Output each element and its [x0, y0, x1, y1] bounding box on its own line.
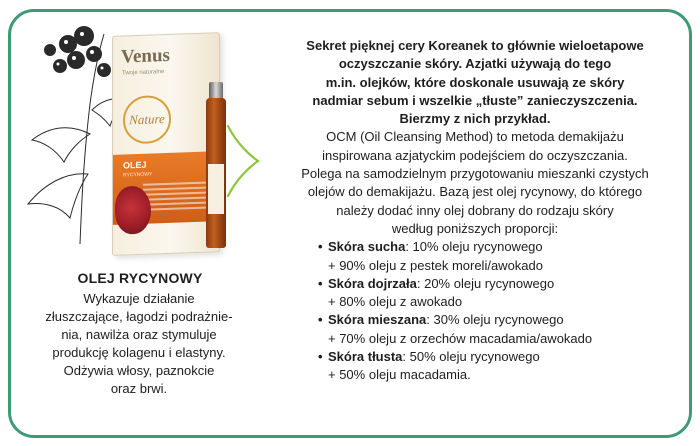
body-line: OCM (Oil Cleansing Method) to metoda demakijażu — [326, 129, 624, 145]
skin-type-label: Skóra mieszana — [328, 312, 427, 328]
ratio-text: + 50% oleju macadamia. — [328, 367, 471, 383]
ratio-text: : 50% oleju rycynowego — [402, 349, 540, 365]
ratio-text: : 30% oleju rycynowego — [426, 312, 564, 328]
intro-line: oczyszczanie skóry. Azjatki używają do tego — [338, 56, 612, 72]
description-line: nia, nawilża oraz stymuluje — [61, 327, 217, 342]
bullet-icon: • — [318, 275, 323, 291]
bullet-icon: • — [318, 349, 323, 365]
list-item — [318, 311, 680, 329]
list-item-continuation — [318, 330, 680, 348]
box-label-subtitle: RYCYNOWY — [123, 171, 153, 179]
intro-line: Bierzmy z nich przykład. — [399, 111, 551, 127]
bottle-label — [208, 164, 224, 214]
ratio-text: + 70% oleju z orzechów macadamia/awokado — [328, 330, 593, 346]
description-line: Odżywia włosy, paznokcie — [63, 363, 215, 378]
list-item-continuation — [318, 366, 680, 384]
intro-line: nadmiar sebum i wszelkie „tłuste” zanieczyszczenia. — [312, 92, 638, 108]
body-line: należy dodać inny olej dobrany do rodzaju skóry — [336, 202, 614, 218]
description-line: Wykazuje działanie — [83, 291, 195, 306]
box-brand-text: Venus — [121, 44, 170, 68]
body-line: według poniższych proporcji: — [391, 220, 559, 236]
ratio-text: + 90% oleju z pestek moreli/awokado — [328, 257, 543, 273]
intro-line: Sekret pięknej cery Koreanek to głównie wieloetapowe — [306, 38, 644, 53]
list-item — [318, 348, 680, 366]
skin-type-label: Skóra tłusta — [328, 349, 403, 365]
skin-type-label: Skóra dojrzała — [328, 275, 417, 291]
bullet-icon: • — [318, 239, 323, 255]
chevron-right-icon — [224, 122, 262, 200]
ratio-text: : 20% oleju rycynowego — [416, 275, 555, 291]
list-item-continuation — [318, 293, 680, 311]
ratio-text: : 10% oleju rycynowego — [405, 239, 543, 255]
proportions-list — [270, 238, 680, 384]
list-item-continuation — [318, 257, 680, 275]
body-line: Polega na samodzielnym przygotowaniu mieszanki czystych — [301, 166, 649, 182]
ratio-text: + 80% oleju z awokado — [328, 294, 463, 310]
skin-type-label: Skóra sucha — [328, 239, 406, 255]
body-line: inspirowana azjatyckim podejściem do oczyszczania. — [322, 147, 628, 163]
product-title: OLEJ RYCYNOWY — [77, 270, 203, 286]
box-brand-subtitle: Twoje naturalne — [122, 69, 165, 77]
product-image — [20, 14, 250, 266]
list-item — [318, 275, 680, 293]
box-flower-image — [115, 186, 151, 235]
list-item — [318, 238, 680, 256]
product-box — [112, 32, 220, 256]
description-line: oraz brwi. — [110, 381, 168, 396]
box-label-title: OLEJ — [123, 159, 147, 171]
intro-line: m.in. olejków, które doskonale usuwają ze skóry — [325, 74, 625, 90]
product-description — [36, 290, 242, 398]
body-line: olejów do demakijażu. Bazą jest olej rycynowy, do którego — [307, 184, 643, 200]
box-fine-print — [143, 181, 209, 213]
description-line: produkcję kolagenu i elastyny. — [52, 345, 226, 360]
article-text — [270, 37, 680, 385]
description-line: złuszczające, łagodzi podrażnie- — [45, 309, 233, 324]
nature-badge: Nature — [123, 95, 171, 145]
bullet-icon: • — [318, 312, 323, 328]
